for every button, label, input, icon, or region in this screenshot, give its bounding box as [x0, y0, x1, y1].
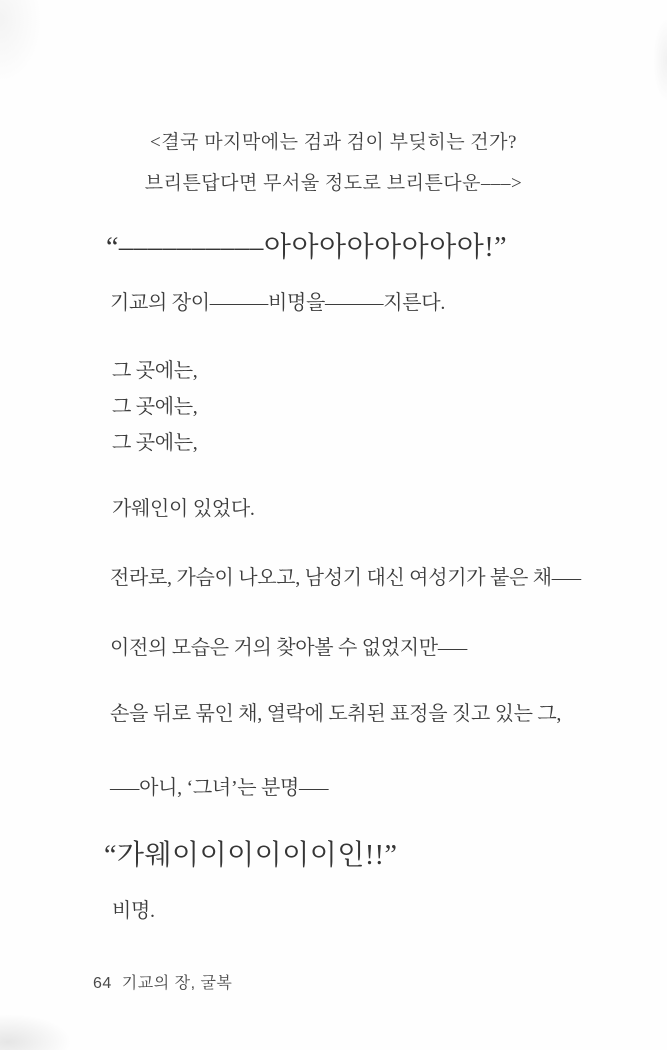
repeat-line-3: 그 곳에는,: [112, 432, 198, 454]
chapter-title: 기교의 장, 굴복: [121, 975, 233, 992]
description-line-3: 손을 뒤로 묶인 채, 열락에 도취된 표정을 짓고 있는 그,: [110, 703, 562, 725]
page-number: 64: [93, 975, 112, 992]
description-line-2: 이전의 모습은 거의 찾아볼 수 없었지만–––: [110, 637, 467, 659]
gawain-line: 가웨인이 있었다.: [112, 498, 255, 520]
scream-line-2: “가웨이이이이이이인!!”: [104, 840, 398, 871]
annotation-line-2: 브리튼답다면 무서울 정도로 브리튼다운–––>: [144, 173, 523, 194]
scream-label-line: 비명.: [112, 900, 155, 922]
page-footer: [93, 970, 232, 993]
description-line-4: –––아니, ‘그녀’는 분명–––: [110, 777, 329, 799]
annotation-line-1: <결국 마지막에는 검과 검이 부딪히는 건가?: [150, 132, 517, 153]
repeat-lines-block: [112, 353, 197, 461]
scream-line-1: “––––––––––아아아아아아아아!”: [106, 232, 508, 263]
narration-line-1: 기교의 장이––––––비명을––––––지른다.: [110, 292, 446, 314]
annotation-block: [0, 122, 667, 204]
repeat-line-1: 그 곳에는,: [112, 360, 198, 382]
repeat-line-2: 그 곳에는,: [112, 396, 198, 418]
description-line-1: 전라로, 가슴이 나오고, 남성기 대신 여성기가 붙은 채–––: [110, 567, 581, 589]
